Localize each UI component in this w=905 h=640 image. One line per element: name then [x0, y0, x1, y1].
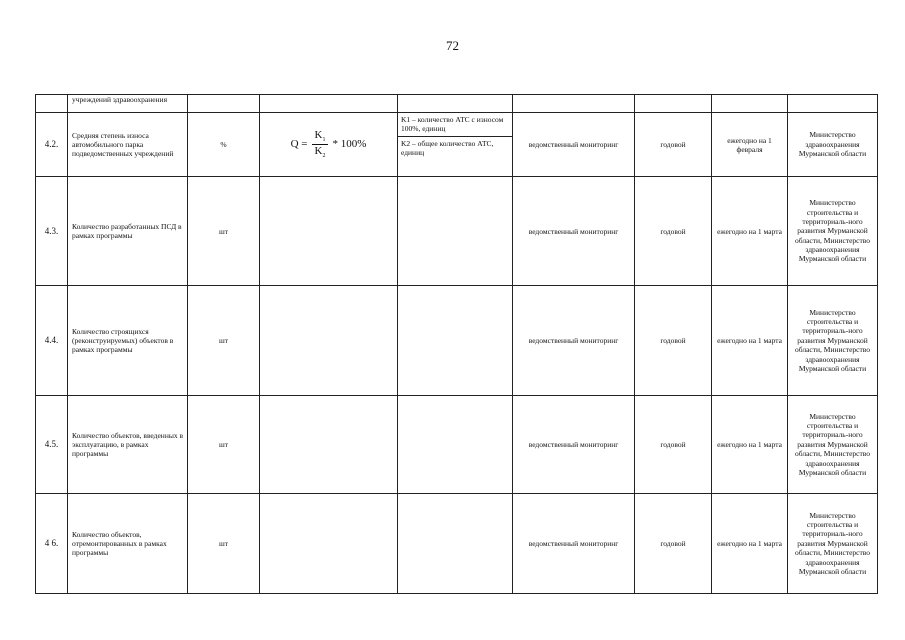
formula-cell	[260, 113, 398, 177]
unit-cell: шт	[188, 286, 260, 396]
definition-k1: K1 – количество АТС с износом 100%, единиц	[398, 113, 512, 137]
indicator-name: Средняя степень износа автомобильного парка подведомственных учреждений	[68, 113, 188, 177]
definition-cell	[398, 113, 513, 177]
formula	[262, 129, 395, 161]
source-cell: ведомственный мониторинг	[513, 494, 635, 594]
formula-numerator: K	[314, 128, 323, 141]
indicator-name: Количество объектов, введенных в эксплуатацию, в рамках программы	[68, 396, 188, 494]
responsible-cell: Министерство здравоохранения Мурманской области	[788, 113, 878, 177]
indicator-name: Количество строящихся (реконструируемых) объектов в рамках программы	[68, 286, 188, 396]
definition-cell	[398, 286, 513, 396]
responsible-cell: Министерство строительства и территориаль-ного развития Мурманской области, Министерство здравоохранения Мурманской области	[788, 286, 878, 396]
indicators-table	[35, 94, 878, 594]
period-cell: годовой	[635, 286, 712, 396]
unit-cell: шт	[188, 396, 260, 494]
deadline-cell	[712, 95, 788, 113]
row-number: 4.3.	[36, 177, 68, 286]
responsible-cell: Министерство строительства и территориаль-ного развития Мурманской области, Министерство здравоохранения Мурманской области	[788, 177, 878, 286]
formula-lhs: Q =	[290, 137, 308, 150]
deadline-cell: ежегодно на 1 февраля	[712, 113, 788, 177]
unit-cell: %	[188, 113, 260, 177]
formula-fraction	[312, 129, 329, 161]
table-row	[36, 113, 878, 177]
definition-cell	[398, 494, 513, 594]
period-cell: годовой	[635, 113, 712, 177]
indicator-name: Количество объектов, отремонтированных в рамках программы	[68, 494, 188, 594]
responsible-cell	[788, 95, 878, 113]
unit-cell: шт	[188, 177, 260, 286]
source-cell: ведомственный мониторинг	[513, 113, 635, 177]
period-cell: годовой	[635, 396, 712, 494]
table-row	[36, 396, 878, 494]
formula-cell	[260, 95, 398, 113]
formula-cell	[260, 177, 398, 286]
formula-cell	[260, 396, 398, 494]
source-cell	[513, 95, 635, 113]
period-cell	[635, 95, 712, 113]
source-cell: ведомственный мониторинг	[513, 177, 635, 286]
row-number	[36, 95, 68, 113]
row-number: 4.4.	[36, 286, 68, 396]
unit-cell	[188, 95, 260, 113]
table-row	[36, 95, 878, 113]
formula-denominator-sub: 2	[322, 153, 326, 160]
page-number: 72	[446, 38, 459, 53]
deadline-cell: ежегодно на 1 марта	[712, 177, 788, 286]
table-row	[36, 286, 878, 396]
row-number: 4.5.	[36, 396, 68, 494]
responsible-cell: Министерство строительства и территориаль-ного развития Мурманской области, Министерство здравоохранения Мурманской области	[788, 494, 878, 594]
definition-cell	[398, 95, 513, 113]
table-row	[36, 177, 878, 286]
table-row	[36, 494, 878, 594]
formula-denominator: K	[314, 145, 323, 157]
responsible-cell: Министерство строительства и территориаль-ного развития Мурманской области, Министерство здравоохранения Мурманской области	[788, 396, 878, 494]
formula-numerator-sub: 1	[322, 136, 326, 143]
period-cell: годовой	[635, 177, 712, 286]
definition-k2: K2 – общее количество АТС, единиц	[401, 139, 494, 157]
unit-cell: шт	[188, 494, 260, 594]
formula-cell	[260, 494, 398, 594]
period-cell: годовой	[635, 494, 712, 594]
formula-cell	[260, 286, 398, 396]
row-number: 4.2.	[36, 113, 68, 177]
source-cell: ведомственный мониторинг	[513, 286, 635, 396]
deadline-cell: ежегодно на 1 марта	[712, 396, 788, 494]
deadline-cell: ежегодно на 1 марта	[712, 286, 788, 396]
indicator-name: учреждений здравоохранения	[68, 95, 188, 113]
formula-rhs: * 100%	[332, 137, 367, 150]
deadline-cell: ежегодно на 1 марта	[712, 494, 788, 594]
source-cell: ведомственный мониторинг	[513, 396, 635, 494]
definition-cell	[398, 177, 513, 286]
indicator-name: Количество разработанных ПСД в рамках программы	[68, 177, 188, 286]
row-number: 4 6.	[36, 494, 68, 594]
definition-cell	[398, 396, 513, 494]
